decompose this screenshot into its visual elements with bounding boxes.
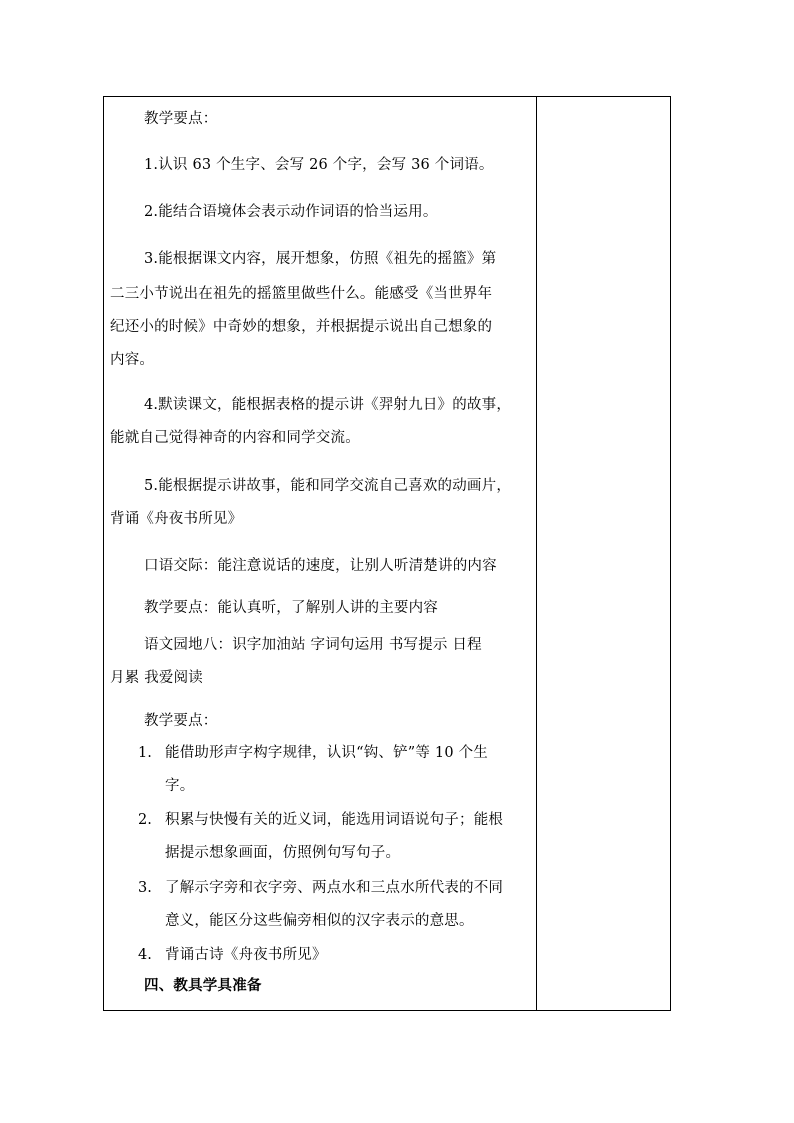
key-points-heading: 教学要点： — [144, 111, 218, 127]
garden-point-2-line-2: 据提示想象画面，仿照例句写句子。 — [165, 845, 401, 861]
notes-cell — [537, 97, 670, 1010]
garden-point-3-line-1: 了解示字旁和衣字旁、两点水和三点水所代表的不同 — [165, 880, 504, 896]
garden-point-4-number: 4. — [138, 947, 152, 963]
content-cell — [104, 97, 536, 1010]
objective-3-line-1: 3.能根据课文内容，展开想象，仿照《祖先的摇篮》第 — [144, 251, 497, 267]
objective-3-line-2: 二三小节说出在祖先的摇篮里做些什么。能感受《当世界年 — [110, 286, 493, 302]
garden-point-2-number: 2. — [138, 812, 152, 828]
garden-point-1-line-2: 字。 — [165, 778, 195, 794]
lesson-plan-table — [103, 96, 671, 1011]
objective-2: 2.能结合语境体会表示动作词语的恰当运用。 — [144, 204, 438, 220]
objective-3-line-3: 纪还小的时候》中奇妙的想象，并根据提示说出自己想象的 — [110, 319, 493, 335]
section-four-heading: 四、教具学具准备 — [144, 977, 262, 994]
objective-1: 1.认识 63 个生字、会写 26 个字，会写 36 个词语。 — [144, 157, 494, 173]
oral-communication: 口语交际：能注意说话的速度，让别人听清楚讲的内容 — [144, 558, 497, 574]
key-points-heading-2: 教学要点： — [144, 713, 218, 729]
garden-point-2-line-1: 积累与快慢有关的近义词，能选用词语说句子；能根 — [165, 812, 504, 828]
oral-key-points: 教学要点：能认真听，了解别人讲的主要内容 — [144, 600, 438, 616]
garden-point-3-line-2: 意义，能区分这些偏旁相似的汉字表示的意思。 — [165, 913, 474, 929]
garden-point-3-number: 3. — [138, 880, 152, 896]
garden-line-1: 语文园地八：识字加油站 字词句运用 书写提示 日程 — [144, 637, 482, 653]
objective-5-line-1: 5.能根据提示讲故事，能和同学交流自己喜欢的动画片， — [144, 478, 512, 494]
objective-5-line-2: 背诵《舟夜书所见》 — [110, 511, 243, 527]
objective-4-line-2: 能就自己觉得神奇的内容和同学交流。 — [110, 430, 360, 446]
garden-line-2: 月累 我爱阅读 — [110, 670, 204, 686]
objective-4-line-1: 4.默读课文，能根据表格的提示讲《羿射九日》的故事， — [144, 397, 512, 413]
objective-3-line-4: 内容。 — [110, 352, 155, 368]
garden-point-4-line-1: 背诵古诗《舟夜书所见》 — [165, 947, 327, 963]
garden-point-1-number: 1. — [138, 745, 152, 761]
garden-point-1-line-1: 能借助形声字构字规律，认识“钩、铲”等 10 个生 — [165, 745, 488, 761]
